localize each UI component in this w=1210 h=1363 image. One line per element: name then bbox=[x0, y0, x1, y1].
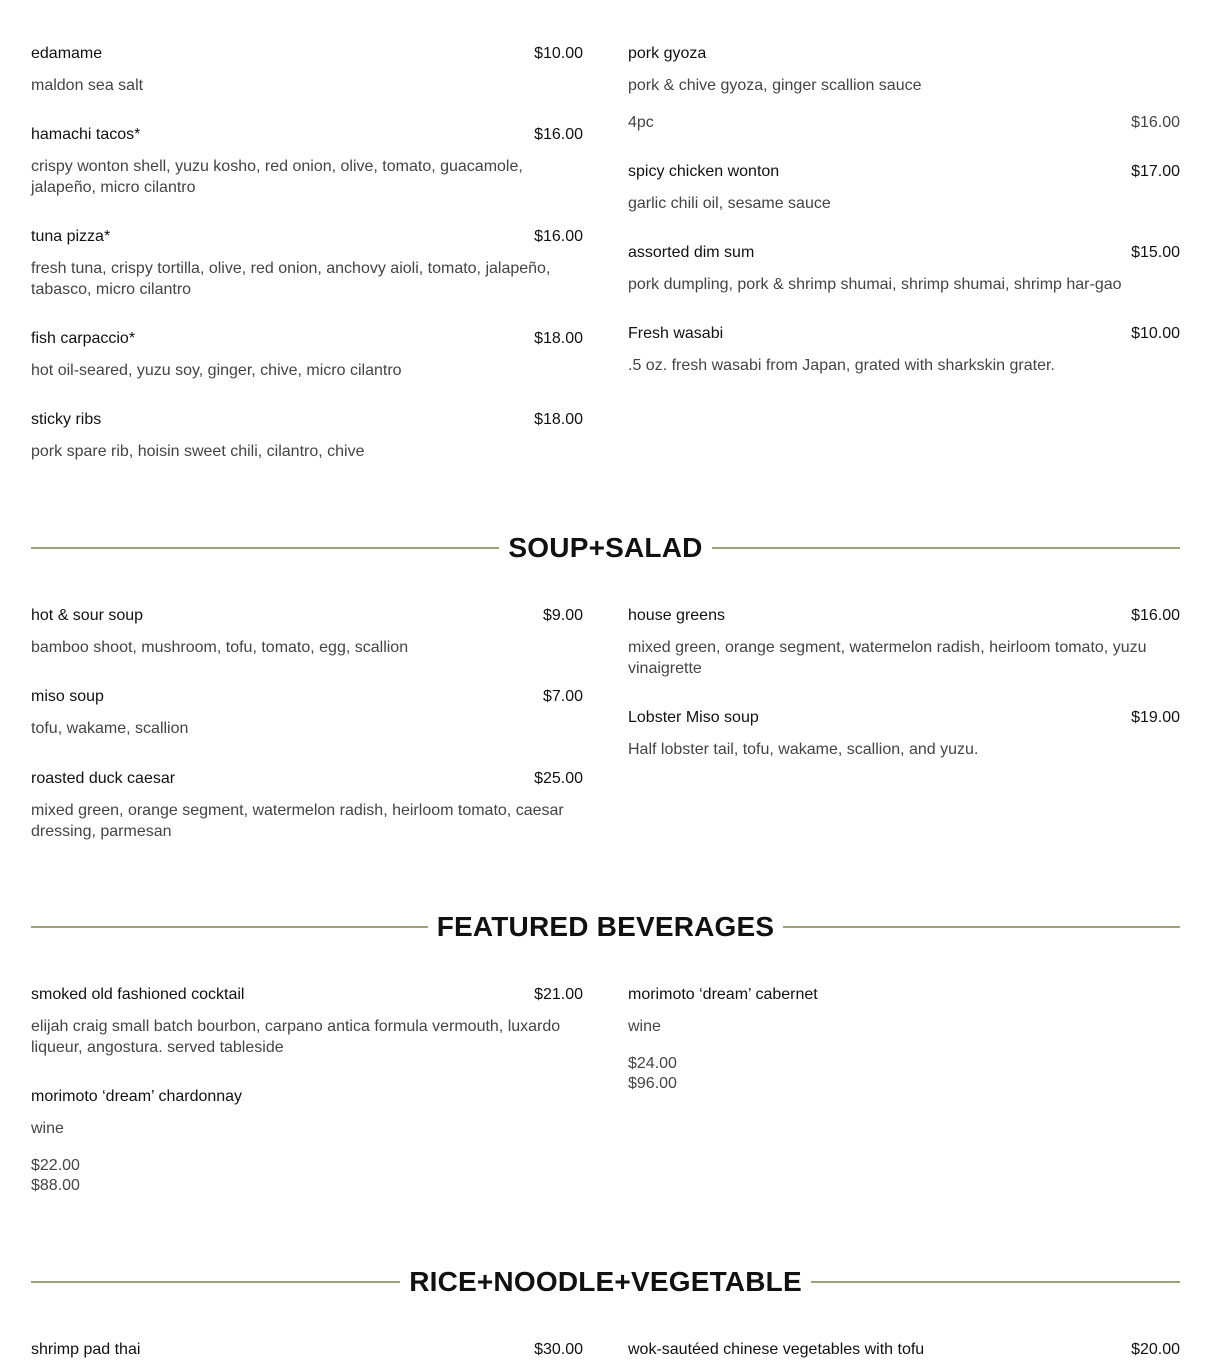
item-name: hamachi tacos* bbox=[31, 126, 141, 143]
item-description: fresh tuna, crispy tortilla, olive, red onion, anchovy aioli, tomato, jalapeño, tabasco, micro cilantro bbox=[31, 260, 551, 298]
item-description: hot oil-seared, yuzu soy, ginger, chive, micro cilantro bbox=[31, 362, 402, 379]
item-price: $19.00 bbox=[1131, 709, 1180, 726]
section-title: RICE+NOODLE+VEGETABLE bbox=[409, 1266, 802, 1297]
item-name: sticky ribs bbox=[31, 411, 102, 428]
item-description: maldon sea salt bbox=[31, 77, 144, 94]
divider-line bbox=[31, 547, 499, 549]
item-name: Fresh wasabi bbox=[628, 325, 724, 342]
item-name: morimoto ‘dream’ chardonnay bbox=[31, 1088, 243, 1105]
item-name: hot & sour soup bbox=[31, 607, 144, 624]
menu-item bbox=[31, 44, 583, 97]
item-description: mixed green, orange segment, watermelon radish, heirloom tomato, yuzu vinaigrette bbox=[628, 639, 1147, 677]
item-price: $25.00 bbox=[534, 770, 583, 787]
divider-line bbox=[31, 1281, 400, 1283]
menu-item bbox=[628, 324, 1180, 377]
item-name: miso soup bbox=[31, 688, 104, 705]
item-name: spicy chicken wonton bbox=[628, 163, 780, 180]
menu-item bbox=[31, 769, 583, 842]
item-description: tofu, wakame, scallion bbox=[31, 720, 189, 737]
item-description: pork spare rib, hoisin sweet chili, cilantro, chive bbox=[31, 443, 365, 460]
item-name: wok-sautéed chinese vegetables with tofu bbox=[628, 1341, 925, 1358]
menu-item bbox=[628, 985, 1180, 1095]
item-price: $21.00 bbox=[534, 986, 583, 1003]
item-price: $18.00 bbox=[534, 411, 583, 428]
item-name: assorted dim sum bbox=[628, 244, 755, 261]
item-price: $16.00 bbox=[534, 228, 583, 245]
menu-item bbox=[31, 606, 583, 659]
menu-item bbox=[628, 162, 1180, 215]
item-description: pork & chive gyoza, ginger scallion sauce bbox=[628, 77, 922, 94]
divider-line bbox=[712, 547, 1180, 549]
item-price: $16.00 bbox=[1131, 607, 1180, 624]
menu-item bbox=[628, 708, 1180, 761]
item-name: roasted duck caesar bbox=[31, 770, 176, 787]
section-title: FEATURED BEVERAGES bbox=[436, 911, 775, 942]
menu-item bbox=[31, 985, 583, 1058]
item-description: bamboo shoot, mushroom, tofu, tomato, egg, scallion bbox=[31, 639, 409, 656]
price-option: $22.00 bbox=[31, 1156, 80, 1174]
option-label: 4pc bbox=[628, 113, 654, 131]
item-description: wine bbox=[628, 1018, 661, 1035]
item-price: $10.00 bbox=[534, 45, 583, 62]
item-price: $16.00 bbox=[534, 126, 583, 143]
item-description: crispy wonton shell, yuzu kosho, red onion, olive, tomato, guacamole, jalapeño, micro cilantro bbox=[31, 158, 523, 196]
price-list bbox=[628, 1054, 1180, 1095]
item-price: $17.00 bbox=[1131, 163, 1180, 180]
menu-item bbox=[31, 1340, 583, 1360]
item-description: mixed green, orange segment, watermelon radish, heirloom tomato, caesar dressing, parmesan bbox=[31, 802, 564, 840]
item-name: tuna pizza* bbox=[31, 228, 111, 245]
item-description: elijah craig small batch bourbon, carpano antica formula vermouth, luxardo liqueur, angostura. served tableside bbox=[31, 1018, 561, 1056]
item-description: wine bbox=[31, 1120, 64, 1137]
price-option: $24.00 bbox=[628, 1054, 677, 1072]
menu-item bbox=[31, 125, 583, 198]
item-name: shrimp pad thai bbox=[31, 1341, 141, 1358]
item-name: Lobster Miso soup bbox=[628, 709, 759, 726]
item-description: garlic chili oil, sesame sauce bbox=[628, 195, 831, 212]
menu-item bbox=[31, 410, 583, 463]
item-name: pork gyoza bbox=[628, 45, 707, 62]
menu-item bbox=[31, 687, 583, 740]
price-option: $88.00 bbox=[31, 1177, 80, 1194]
item-price: $18.00 bbox=[534, 330, 583, 347]
item-description: Half lobster tail, tofu, wakame, scallion, and yuzu. bbox=[628, 741, 979, 758]
item-name: smoked old fashioned cocktail bbox=[31, 986, 245, 1003]
section-title: SOUP+SALAD bbox=[508, 532, 703, 563]
menu-item bbox=[31, 1087, 583, 1197]
divider-line bbox=[811, 1281, 1180, 1283]
item-price: $30.00 bbox=[534, 1341, 583, 1358]
divider-line bbox=[783, 926, 1180, 928]
item-name: fish carpaccio* bbox=[31, 330, 136, 347]
menu-item bbox=[628, 606, 1180, 679]
item-description: .5 oz. fresh wasabi from Japan, grated with sharkskin grater. bbox=[628, 357, 1055, 374]
item-price: $9.00 bbox=[542, 607, 583, 624]
item-name: house greens bbox=[628, 607, 725, 624]
section-header-beverages bbox=[31, 907, 1180, 947]
menu-item bbox=[628, 44, 1180, 133]
item-option-row bbox=[628, 113, 1180, 134]
price-list bbox=[31, 1156, 583, 1197]
item-name: edamame bbox=[31, 45, 103, 62]
menu-item bbox=[31, 227, 583, 300]
item-name: morimoto ‘dream’ cabernet bbox=[628, 986, 818, 1003]
price-option: $96.00 bbox=[628, 1075, 677, 1092]
menu-item bbox=[628, 243, 1180, 296]
menu-item bbox=[31, 329, 583, 382]
section-header-rice-noodle bbox=[31, 1262, 1180, 1302]
item-price: $15.00 bbox=[1131, 244, 1180, 261]
item-price: $7.00 bbox=[542, 688, 583, 705]
divider-line bbox=[31, 926, 428, 928]
item-price: $20.00 bbox=[1131, 1341, 1180, 1358]
section-header-soup-salad bbox=[31, 528, 1180, 568]
item-price: $10.00 bbox=[1131, 325, 1180, 342]
menu-item bbox=[628, 1340, 1180, 1360]
option-price: $16.00 bbox=[1131, 113, 1180, 131]
item-description: pork dumpling, pork & shrimp shumai, shrimp shumai, shrimp har-gao bbox=[628, 276, 1122, 293]
